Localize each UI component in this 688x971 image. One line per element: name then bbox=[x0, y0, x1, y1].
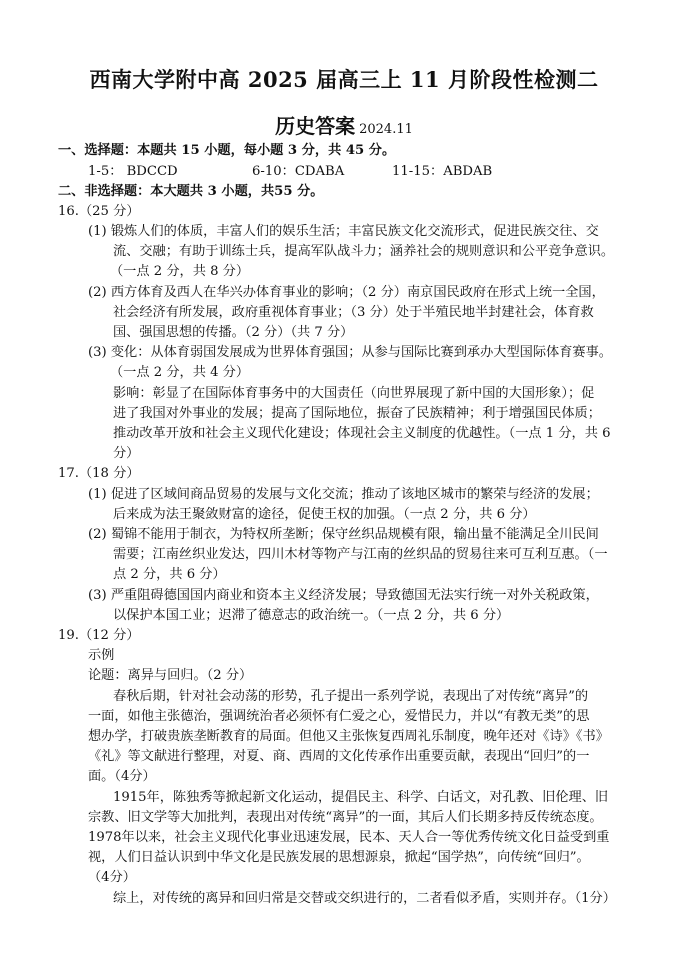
answer-line: 影响：彰显了在国际体育事务中的大国责任（向世界展现了新中国的大国形象）；促 bbox=[113, 386, 595, 401]
answer-line: 春秋后期，针对社会动荡的形势，孔子提出一系列学说，表现出了对传统“离异”的 bbox=[113, 689, 589, 704]
question-heading: 17.（18 分） bbox=[58, 466, 140, 481]
answer-line: (3) 严重阻碍德国国内商业和资本主义经济发展；导致德国无法实行统一对外关税政策， bbox=[88, 588, 599, 603]
answer-line: 分） bbox=[113, 446, 140, 461]
choice-answer-group: 11-15：ABDAB bbox=[392, 164, 493, 179]
answer-line: 1915年，陈独秀等掀起新文化运动，提倡民主、科学、白话文，对孔教、旧伦理、旧 bbox=[113, 790, 609, 805]
answer-line: (1) 锻炼人们的体质，丰富人们的娱乐生活；丰富民族文化交流形式，促进民族交往、交 bbox=[88, 224, 599, 239]
answer-line: 综上，对传统的离异和回归常是交替或交织进行的，二者看似矛盾，实则并存。（1分） bbox=[113, 891, 616, 906]
answer-line: （4分） bbox=[88, 870, 136, 885]
answer-line: 社会经济有所发展，政府重视体育事业；（3 分）处于半殖民地半封建社会，体育救 bbox=[113, 305, 594, 320]
page-subtitle bbox=[0, 110, 688, 139]
answer-line: 示例 bbox=[88, 648, 115, 663]
subject-label: 历史答案 bbox=[275, 114, 356, 138]
answer-line: 以保护本国工业；迟滞了德意志的政治统一。（一点 2 分，共 6 分） bbox=[113, 608, 510, 623]
choice-answer-group: 6-10：CDABA bbox=[252, 164, 345, 179]
answer-line: （一点 2 分，共 8 分） bbox=[110, 264, 250, 279]
answer-line: 论题：离异与回归。（2 分） bbox=[88, 668, 253, 683]
choice-answers bbox=[88, 162, 492, 181]
answer-line: 国、强国思想的传播。（2 分）（共 7 分） bbox=[113, 325, 354, 340]
answer-line: 流、交融；有助于训练士兵，提高军队战斗力；涵养社会的规则意识和公平竞争意识。 bbox=[113, 244, 615, 259]
answer-line: 宗教、旧文学等大加批判，表现出对传统“离异”的一面，其后人们长期多持反传统态度。 bbox=[88, 810, 603, 825]
answer-line: 一面，如他主张德治，强调统治者必须怀有仁爱之心，爱惜民力，并以“有教无类”的思 bbox=[88, 709, 590, 724]
answer-line: (2) 蜀锦不能用于制衣，为特权所垄断；保守丝织品规模有限，输出量不能满足全川民间 bbox=[88, 527, 599, 542]
question-heading: 19.（12 分） bbox=[58, 628, 140, 643]
answer-line: 1978年以来，社会主义现代化事业迅速发展，民本、天人合一等优秀传统文化日益受到重 bbox=[88, 830, 610, 845]
answer-line: （一点 2 分，共 4 分） bbox=[110, 365, 250, 380]
choice-answer-group: 1-5： BDCCD bbox=[88, 164, 178, 179]
answer-line: (2) 西方体育及西人在华兴办体育事业的影响；（2 分）南京国民政府在形式上统一全国， bbox=[88, 285, 605, 300]
answer-line: 视，人们日益认识到中华文化是民族发展的思想源泉，掀起“国学热”，向传统“回归”。 bbox=[88, 850, 590, 865]
answer-line: (3) 变化：从体育弱国发展成为世界体育强国；从参与国际比赛到承办大型国际体育赛事。 bbox=[88, 345, 612, 360]
answer-line: 推动改革开放和社会主义现代化建设；体现社会主义制度的优越性。（一点 1 分，共 6 bbox=[113, 426, 611, 441]
answer-line: 点 2 分，共 6 分） bbox=[113, 567, 226, 582]
section2-heading: 二、非选择题：本大题共 3 小题，共55 分。 bbox=[58, 184, 324, 199]
question-heading: 16.（25 分） bbox=[58, 204, 140, 219]
answer-line: 后来成为法王聚敛财富的途径，促使王权的加强。（一点 2 分，共 6 分） bbox=[113, 507, 536, 522]
page-title: 西南大学附中高 2025 届高三上 11 月阶段性检测二 bbox=[89, 67, 599, 92]
answer-line: 想办学，打破贵族垄断教育的局面。但他又主张恢复西周礼乐制度，晚年还对《诗》《书》 bbox=[88, 729, 609, 744]
exam-date: 2024.11 bbox=[359, 122, 413, 137]
answer-line: 面。（4分） bbox=[88, 769, 156, 784]
answer-line: 进了我国对外事业的发展；提高了国际地位，振奋了民族精神；利于增强国民体质； bbox=[113, 406, 601, 421]
answer-line: (1) 促进了区域间商品贸易的发展与文化交流；推动了该地区城市的繁荣与经济的发展； bbox=[88, 487, 599, 502]
answer-line: 需要；江南丝织业发达，四川木材等物产与江南的丝织品的贸易往来可互利互惠。（一 bbox=[113, 547, 608, 562]
section1-heading: 一、选择题：本题共 15 小题，每小题 3 分，共 45 分。 bbox=[58, 143, 396, 158]
answer-line: 《礼》等文献进行整理，对夏、商、西周的文化传承作出重要贡献，表现出“回归”的一 bbox=[88, 749, 590, 764]
